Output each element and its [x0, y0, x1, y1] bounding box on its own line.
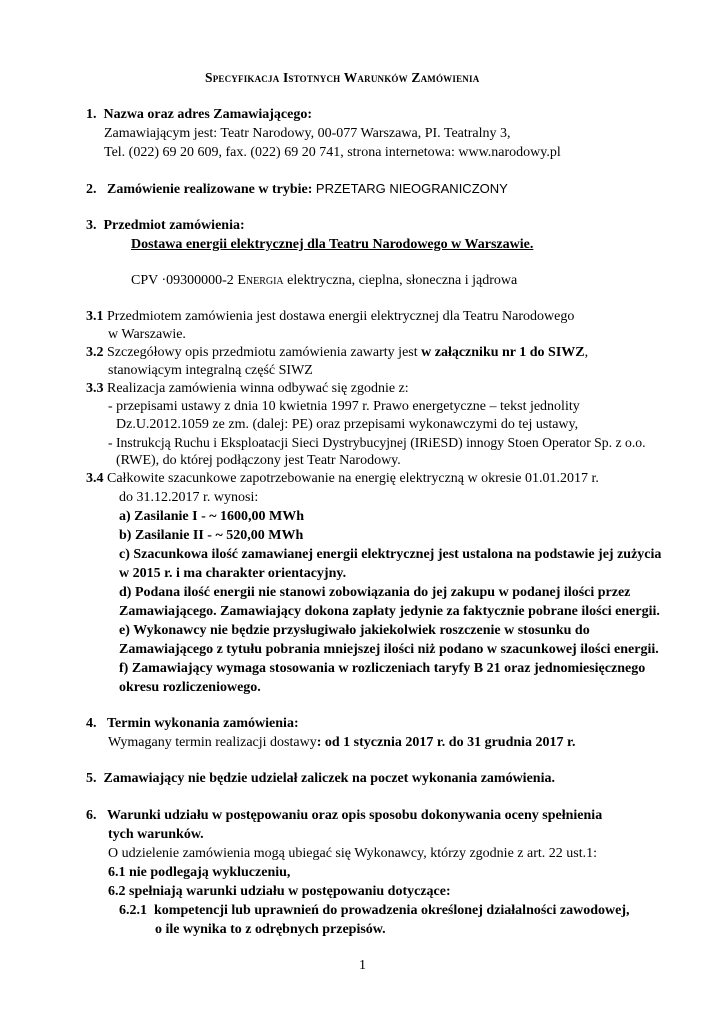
section-1-heading: [86, 106, 312, 124]
paragraph-3-1-text: Przedmiotem zamówienia jest dostawa energii elektrycznej dla Teatru Narodowego: [107, 309, 575, 324]
paragraph-3-1-number: 3.1: [86, 309, 104, 324]
section-1-title: Nazwa oraz adres Zamawiającego:: [103, 107, 313, 122]
paragraph-3-4-number: 3.4: [86, 471, 104, 486]
attachment-reference: w załączniku nr 1 do SIWZ: [421, 345, 585, 360]
deadline-value: : od 1 stycznia 2017 r. do 31 grudnia 2017 r.: [316, 735, 576, 750]
section-1-line-2: Tel. (022) 69 20 609, fax. (022) 69 20 741, strona internetowa: www.narodowy.pl: [104, 145, 561, 160]
item-a: a) Zasilanie I - ~ 1600,00 MWh: [119, 509, 305, 524]
section-5-number: 5.: [86, 771, 97, 786]
item-e-line-2: Zamawiającego z tytułu pobrania mniejszej ilości niż podano w szacunkowej ilości energii.: [119, 642, 659, 657]
paragraph-6-2-1-text: kompetencji lub uprawnień do prowadzenia określonej działalności zawodowej,: [154, 903, 630, 918]
section-4-heading: [86, 715, 299, 733]
item-e-line-1: e) Wykonawcy nie będzie przysługiwało jakiekolwiek roszczenie w stosunku do: [119, 623, 590, 638]
section-3-heading: [86, 217, 245, 235]
cpv-prefix: CPV ·09300000-2: [131, 273, 234, 288]
section-6-heading-line-1: [86, 807, 602, 825]
procurement-mode: PRZETARG NIEOGRANICZONY: [315, 181, 508, 196]
page-number: 1: [359, 958, 366, 973]
section-6-number: 6.: [86, 808, 97, 823]
paragraph-6-2-1-line-2: o ile wynika to z odrębnych przepisów.: [155, 922, 386, 937]
item-d-line-1: d) Podana ilość energii nie stanowi zobowiązania do jej zakupu w podanej ilości przez: [119, 585, 631, 600]
section-4-title: Termin wykonania zamówienia:: [107, 716, 299, 731]
paragraph-3-1-line-1: [86, 308, 574, 326]
section-2-heading: [86, 180, 508, 199]
paragraph-3-3-line-2: - przepisami ustawy z dnia 10 kwietnia 1997 r. Prawo energetyczne – tekst jednolity: [108, 399, 580, 414]
cpv-description: elektryczna, cieplna, słoneczna i jądrowa: [287, 273, 518, 288]
section-5-heading: [86, 770, 555, 788]
paragraph-3-2-text: Szczegółowy opis przedmiotu zamówienia zawarty jest: [107, 345, 418, 360]
section-6-heading-line-2: tych warunków.: [108, 827, 204, 842]
section-3-title: Przedmiot zamówienia:: [103, 218, 245, 233]
paragraph-3-3-text: Realizacja zamówienia winna odbywać się zgodnie z:: [107, 381, 409, 396]
section-2-number: 2.: [86, 182, 97, 197]
paragraph-3-3-line-5: (RWE), do której podłączony jest Teatr Narodowy.: [116, 453, 401, 468]
section-1-number: 1.: [86, 107, 97, 122]
section-6-title: Warunki udziału w postępowaniu oraz opis sposobu dokonywania oceny spełnienia: [107, 808, 603, 823]
paragraph-3-3-line-3: Dz.U.2012.1059 ze zm. (dalej: PE) oraz przepisami wykonawczymi do tej ustawy,: [116, 417, 579, 432]
cpv-code: [131, 272, 517, 290]
paragraph-6-2: 6.2 spełniają warunki udziału w postępowaniu dotyczące:: [108, 884, 451, 899]
paragraph-6-2-1-number: 6.2.1: [119, 903, 147, 918]
section-4-number: 4.: [86, 716, 97, 731]
item-d-line-2: Zamawiającego. Zamawiający dokona zapłaty jedynie za faktycznie pobrane ilości energii.: [119, 604, 660, 619]
item-c-line-2: w 2015 r. i ma charakter orientacyjny.: [119, 566, 347, 581]
paragraph-3-4-line-1: [86, 470, 599, 488]
cpv-word: Energia: [237, 273, 284, 288]
section-5-title: Zamawiający nie będzie udzielał zaliczek na poczet wykonania zamówienia.: [103, 771, 555, 786]
section-3-number: 3.: [86, 218, 97, 233]
section-1-line-1: Zamawiającym jest: Teatr Narodowy, 00-077 Warszawa, PI. Teatralny 3,: [104, 126, 511, 141]
paragraph-3-3-line-1: [86, 380, 409, 398]
contract-subject: Dostawa energii elektrycznej dla Teatru Narodowego w Warszawie.: [131, 237, 534, 252]
section-2-title: Zamówienie realizowane w trybie:: [107, 182, 313, 197]
document-title: Specyfikacja Istotnych Warunków Zamówienia: [205, 70, 480, 85]
paragraph-3-1-line-2: w Warszawie.: [108, 327, 186, 342]
paragraph-3-2-line-2: stanowiącym integralną część SIWZ: [108, 363, 313, 378]
paragraph-3-2-comma: ,: [584, 345, 589, 360]
item-b: b) Zasilanie II - ~ 520,00 MWh: [119, 528, 304, 543]
paragraph-3-4-line-2: do 31.12.2017 r. wynosi:: [119, 490, 259, 505]
paragraph-3-4-text: Całkowite szacunkowe zapotrzebowanie na energię elektryczną w okresie 01.01.2017 r.: [107, 471, 599, 486]
item-f-line-2: okresu rozliczeniowego.: [119, 680, 261, 695]
item-f-line-1: f) Zamawiający wymaga stosowania w rozliczeniach taryfy B 21 oraz jednomiesięcznego: [119, 661, 646, 676]
paragraph-3-3-number: 3.3: [86, 381, 104, 396]
paragraph-3-2-line-1: [86, 344, 588, 362]
deadline-label: Wymagany termin realizacji dostawy: [108, 735, 317, 750]
paragraph-6-2-1-line-1: [119, 902, 630, 920]
paragraph-3-2-number: 3.2: [86, 345, 104, 360]
section-4-line: [108, 734, 575, 752]
paragraph-6-1: 6.1 nie podlegają wykluczeniu,: [108, 865, 291, 880]
paragraph-3-3-line-4: - Instrukcją Ruchu i Eksploatacji Sieci Dystrybucyjnej (IRiESD) innogy Stoen Operator Sp. z o.o.: [108, 435, 646, 450]
section-6-line-1: O udzielenie zamówienia mogą ubiegać się Wykonawcy, którzy zgodnie z art. 22 ust.1:: [108, 846, 597, 861]
item-c-line-1: c) Szacunkowa ilość zamawianej energii elektrycznej jest ustalona na podstawie jej zużycia: [119, 547, 662, 562]
